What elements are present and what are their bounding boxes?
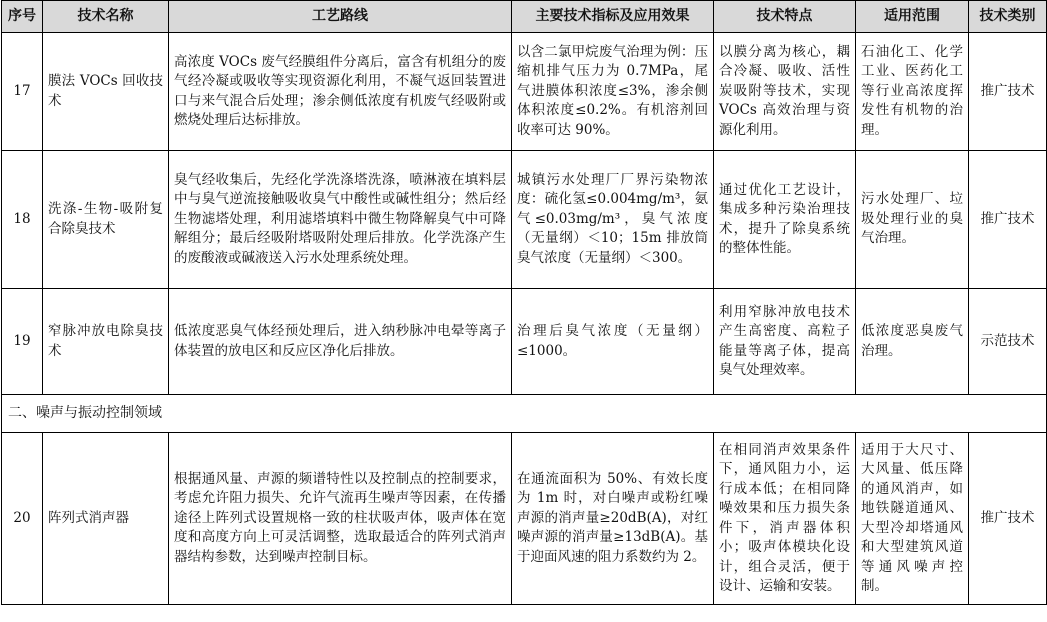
features: 在相同消声效果条件下，通风阻力小，运行成本低；在相同降噪效果和压力损失条件下，消声器体积小；吸声体模块化设计，组合灵活，便于设计、运输和安装。 xyxy=(714,433,856,605)
technology-name: 膜法 VOCs 回收技术 xyxy=(43,33,169,151)
technology-name: 洗涤-生物-吸附复合除臭技术 xyxy=(43,151,169,289)
row-number: 17 xyxy=(2,33,43,151)
header-category: 技术类别 xyxy=(969,1,1047,33)
scope: 石油化工、化学工业、医药化工等行业高浓度挥发性有机物的治理。 xyxy=(856,33,969,151)
category: 推广技术 xyxy=(969,33,1047,151)
table-row xyxy=(2,151,1047,289)
header-row xyxy=(2,1,1047,33)
features: 通过优化工艺设计，集成多种污染治理技术，提升了除臭系统的整体性能。 xyxy=(714,151,856,289)
header-serial-number: 序号 xyxy=(2,1,43,33)
header-process-route: 工艺路线 xyxy=(169,1,512,33)
features: 利用窄脉冲放电技术产生高密度、高粒子能量等离子体，提高臭气处理效率。 xyxy=(714,289,856,395)
table-row xyxy=(2,289,1047,395)
indicators: 城镇污水处理厂厂界污染物浓度：硫化氢≤0.004mg/m³，氨气≤0.03mg/m³，臭气浓度（无量纲）＜10；15m 排放筒臭气浓度（无量纲）＜300。 xyxy=(512,151,714,289)
row-number: 18 xyxy=(2,151,43,289)
row-number: 19 xyxy=(2,289,43,395)
technology-table xyxy=(1,0,1047,605)
header-indicators: 主要技术指标及应用效果 xyxy=(512,1,714,33)
technology-name: 阵列式消声器 xyxy=(43,433,169,605)
section-row xyxy=(2,395,1047,433)
process-route: 高浓度 VOCs 废气经膜组件分离后，富含有机组分的废气经冷凝或吸收等实现资源化利用，不凝气返回装置进口与来气混合后处理；渗余侧低浓度有机废气经吸附或燃烧处理后达标排放。 xyxy=(169,33,512,151)
scope: 污水处理厂、垃圾处理行业的臭气治理。 xyxy=(856,151,969,289)
category: 示范技术 xyxy=(969,289,1047,395)
header-scope: 适用范围 xyxy=(856,1,969,33)
features: 以膜分离为核心，耦合冷凝、吸收、活性炭吸附等技术，实现 VOCs 高效治理与资源化利用。 xyxy=(714,33,856,151)
table-row xyxy=(2,33,1047,151)
indicators: 在通流面积为 50%、有效长度为 1m 时，对白噪声或粉红噪声源的消声量≥20dB(A)，对红噪声源的消声量≥13dB(A)。基于迎面风速的阻力系数约为 2。 xyxy=(512,433,714,605)
indicators: 治理后臭气浓度（无量纲）≤1000。 xyxy=(512,289,714,395)
technology-name: 窄脉冲放电除臭技术 xyxy=(43,289,169,395)
scope: 适用于大尺寸、大风量、低压降的通风消声，如地铁隧道通风、大型冷却塔通风和大型建筑风道等通风噪声控制。 xyxy=(856,433,969,605)
process-route: 根据通风量、声源的频谱特性以及控制点的控制要求，考虑允许阻力损失、允许气流再生噪声等因素，在传播途径上阵列式设置规格一致的柱状吸声体，吸声体在宽度和高度方向上可灵活调整，选取最适合的阵列式消声器结构参数，达到噪声控制目标。 xyxy=(169,433,512,605)
scope: 低浓度恶臭废气治理。 xyxy=(856,289,969,395)
row-number: 20 xyxy=(2,433,43,605)
process-route: 臭气经收集后，先经化学洗涤塔洗涤，喷淋液在填料层中与臭气逆流接触吸收臭气中酸性或碱性组分；然后经生物滤塔处理，利用滤塔填料中微生物降解臭气中可降解组分；最后经吸附塔吸附处理后排放。化学洗涤产生的废酸液或碱液送入污水处理系统处理。 xyxy=(169,151,512,289)
indicators: 以含二氯甲烷废气治理为例：压缩机排气压力为 0.7MPa，尾气进膜体积浓度≤3%，渗余侧体积浓度≤0.2%。有机溶剂回收率可达 90%。 xyxy=(512,33,714,151)
header-technology-name: 技术名称 xyxy=(43,1,169,33)
section-title: 二、噪声与振动控制领域 xyxy=(2,395,1047,433)
category: 推广技术 xyxy=(969,433,1047,605)
process-route: 低浓度恶臭气体经预处理后，进入纳秒脉冲电晕等离子体装置的放电区和反应区净化后排放。 xyxy=(169,289,512,395)
header-features: 技术特点 xyxy=(714,1,856,33)
category: 推广技术 xyxy=(969,151,1047,289)
table-row xyxy=(2,433,1047,605)
